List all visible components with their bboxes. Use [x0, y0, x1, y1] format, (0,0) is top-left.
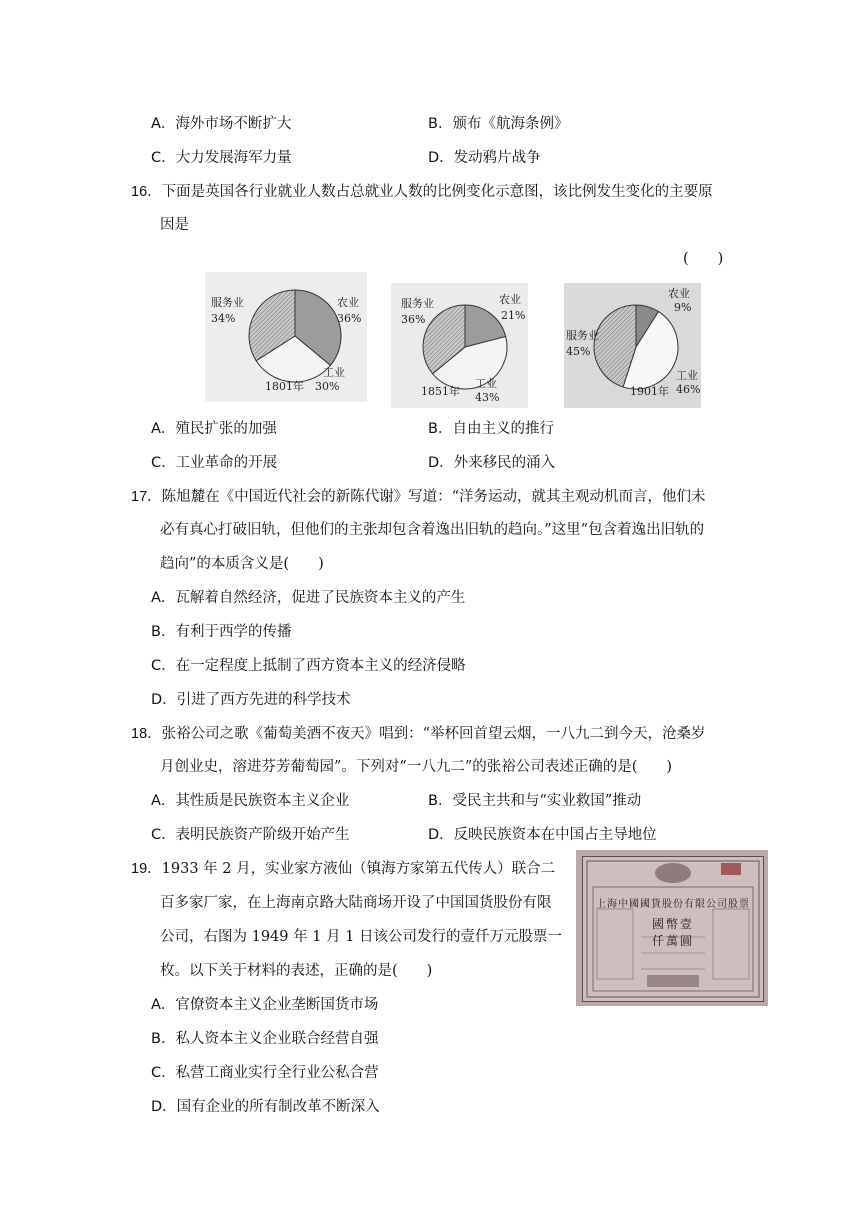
q17-stem-line1: 17．陈旭麓在《中国近代社会的新陈代谢》写道：“洋务运动，就其主观动机而言，他们未 [131, 489, 706, 505]
pie-chart-1801-svg [205, 272, 367, 402]
pie-slice-name-label: 工业 [676, 369, 698, 382]
q17-stem-line2: 必有真心打破旧轨，但他们的主张却包含着逸出旧轨的趋向。”这里“包含着逸出旧轨的 [160, 522, 705, 538]
q18-option-c: C．表明民族资产阶级开始产生 [151, 827, 350, 843]
pie-slice-percent-label: 9% [674, 301, 692, 314]
pie-slice-name-label: 农业 [499, 293, 521, 306]
q17-option-d: D．引进了西方先进的科学技术 [151, 692, 351, 708]
q18-option-d: D．反映民族资本在中国占主导地位 [428, 827, 657, 843]
stock-certificate-value: 國幣壹仟萬圓 [651, 917, 694, 948]
q15-option-b: B．颁布《航海条例》 [428, 116, 569, 132]
q19-stem-line4: 枚。以下关于材料的表述，正确的是( ) [160, 963, 433, 979]
q17-stem-line3: 趋向”的本质含义是( ) [160, 556, 324, 572]
q18-option-b: B．受民主共和与“实业救国”推动 [428, 793, 642, 809]
pie-year-label: 1851年 [421, 385, 460, 398]
pie-year-label: 1801年 [265, 380, 304, 393]
pie-chart-1851-svg [391, 283, 528, 408]
pie-slice-percent-label: 43% [475, 391, 500, 404]
pie-slice-name-label: 服务业 [401, 297, 434, 310]
pie-slice-name-label: 农业 [337, 296, 359, 309]
q15-option-a: A．海外市场不断扩大 [151, 116, 292, 132]
pie-chart-1901-svg [564, 283, 701, 408]
q19-option-c: C．私营工商业实行全行业公私合营 [151, 1065, 379, 1081]
q16-option-c: C．工业革命的开展 [151, 455, 278, 471]
q19-option-d: D．国有企业的所有制改革不断深入 [151, 1099, 380, 1115]
q18-stem-line2: 月创业史，溶进芬芳葡萄园”。下列对“一八九二”的张裕公司表述正确的是( ) [160, 759, 673, 775]
pie-slice-name-label: 农业 [668, 287, 690, 300]
q16-option-a: A．殖民扩张的加强 [151, 421, 277, 437]
q17-option-c: C．在一定程度上抵制了西方资本主义的经济侵略 [151, 658, 466, 674]
q17-option-a: A．瓦解着自然经济，促进了民族资本主义的产生 [151, 590, 466, 606]
pie-slice-name-label: 工业 [323, 366, 345, 379]
q16-option-b: B．自由主义的推行 [428, 421, 554, 437]
q19-stem-line3: 公司，右图为 1949 年 1 月 1 日该公司发行的壹仟万元股票一 [160, 929, 563, 945]
q19-stem-line1: 19．1933 年 2 月，实业家方液仙（镇海方家第五代传人）联合二 [131, 861, 556, 877]
q16-answer-bracket: ( ) [683, 251, 724, 267]
pie-slice-percent-label: 34% [211, 312, 236, 325]
q16-option-d: D．外来移民的涌入 [428, 455, 556, 471]
pie-slice-name-label: 工业 [475, 377, 497, 390]
pie-chart-1901 [564, 283, 701, 408]
stock-certificate-image [576, 850, 768, 1006]
q19-stem-line2: 百多家厂家，在上海南京路大陆商场开设了中国国货股份有限 [160, 895, 552, 911]
q17-option-b: B．有利于西学的传播 [151, 624, 292, 640]
pie-slice-name-label: 服务业 [211, 296, 244, 309]
pie-slice-percent-label: 21% [501, 309, 526, 322]
pie-chart-1801 [205, 272, 367, 402]
pie-chart-1851 [391, 283, 528, 408]
q16-stem-line2: 因是 [160, 217, 189, 233]
pie-slice-percent-label: 46% [676, 383, 701, 396]
q19-option-b: B．私人资本主义企业联合经营自强 [151, 1031, 379, 1047]
stock-certificate-body [582, 856, 764, 1002]
q15-option-d: D．发动鸦片战争 [428, 150, 541, 166]
pie-slice-percent-label: 30% [315, 380, 340, 393]
q18-stem-line1: 18．张裕公司之歌《葡萄美酒不夜天》唱到：“举杯回首望云烟，一八九二到今天，沧桑岁 [131, 726, 706, 742]
q19-option-a: A．官僚资本主义企业垄断国货市场 [151, 997, 379, 1013]
pie-slice-percent-label: 45% [566, 345, 591, 358]
pie-slice-name-label: 服务业 [566, 329, 599, 342]
q18-option-a: A．其性质是民族资本主义企业 [151, 793, 350, 809]
stock-certificate-title: 上海中國國貨股份有限公司股票 [596, 899, 750, 910]
pie-slice-percent-label: 36% [401, 313, 426, 326]
pie-year-label: 1901年 [630, 385, 669, 398]
q15-option-c: C．大力发展海军力量 [151, 150, 292, 166]
q16-stem-line1: 16．下面是英国各行业就业人数占总就业人数的比例变化示意图，该比例发生变化的主要原 [131, 184, 713, 200]
pie-slice-percent-label: 36% [337, 312, 362, 325]
